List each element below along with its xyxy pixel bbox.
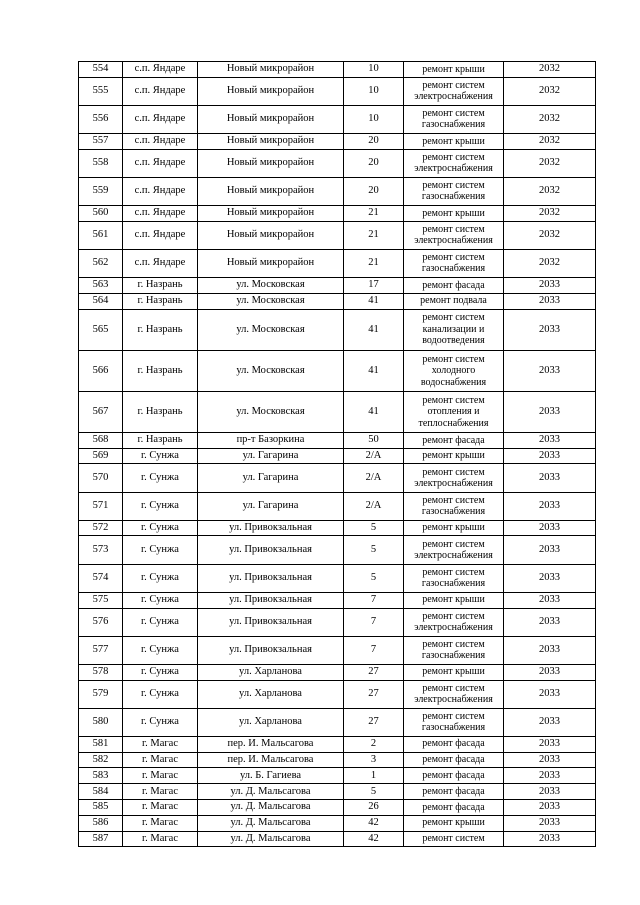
- row-number-cell: 574: [79, 564, 123, 592]
- year-cell: 2033: [504, 831, 596, 847]
- work-type-cell: ремонт систем электроснабжения: [404, 77, 504, 105]
- row-number-cell: 566: [79, 350, 123, 391]
- street-cell: Новый микрорайон: [198, 134, 344, 150]
- work-type-cell: ремонт крыши: [404, 664, 504, 680]
- work-type-cell: ремонт крыши: [404, 520, 504, 536]
- settlement-cell: г. Назрань: [123, 293, 198, 309]
- work-type-cell: ремонт систем газоснабжения: [404, 105, 504, 133]
- table-row: [79, 350, 596, 391]
- table-row: [79, 708, 596, 736]
- table-row: [79, 134, 596, 150]
- settlement-cell: с.п. Яндаре: [123, 249, 198, 277]
- table-row: [79, 608, 596, 636]
- settlement-cell: г. Сунжа: [123, 664, 198, 680]
- work-type-cell: ремонт фасада: [404, 768, 504, 784]
- street-cell: пер. И. Мальсагова: [198, 752, 344, 768]
- street-cell: ул. Д. Мальсагова: [198, 799, 344, 815]
- settlement-cell: г. Магас: [123, 736, 198, 752]
- table-row: [79, 664, 596, 680]
- house-number-cell: 41: [344, 391, 404, 432]
- table-row: [79, 206, 596, 222]
- settlement-cell: г. Магас: [123, 799, 198, 815]
- year-cell: 2032: [504, 177, 596, 205]
- street-cell: ул. Харланова: [198, 664, 344, 680]
- year-cell: 2033: [504, 520, 596, 536]
- table-row: [79, 592, 596, 608]
- street-cell: Новый микрорайон: [198, 249, 344, 277]
- year-cell: 2033: [504, 815, 596, 831]
- house-number-cell: 27: [344, 680, 404, 708]
- street-cell: Новый микрорайон: [198, 62, 344, 78]
- table-row: [79, 752, 596, 768]
- year-cell: 2033: [504, 536, 596, 564]
- work-type-cell: ремонт фасада: [404, 432, 504, 448]
- row-number-cell: 571: [79, 492, 123, 520]
- work-type-cell: ремонт систем газоснабжения: [404, 564, 504, 592]
- settlement-cell: г. Магас: [123, 815, 198, 831]
- year-cell: 2033: [504, 708, 596, 736]
- row-number-cell: 573: [79, 536, 123, 564]
- settlement-cell: г. Сунжа: [123, 492, 198, 520]
- row-number-cell: 575: [79, 592, 123, 608]
- work-type-cell: ремонт систем газоснабжения: [404, 708, 504, 736]
- table-row: [79, 448, 596, 464]
- row-number-cell: 576: [79, 608, 123, 636]
- year-cell: 2032: [504, 221, 596, 249]
- house-number-cell: 20: [344, 177, 404, 205]
- year-cell: 2033: [504, 636, 596, 664]
- work-type-cell: ремонт крыши: [404, 62, 504, 78]
- year-cell: 2033: [504, 564, 596, 592]
- table-row: [79, 736, 596, 752]
- work-type-cell: ремонт фасада: [404, 278, 504, 294]
- street-cell: Новый микрорайон: [198, 206, 344, 222]
- work-type-cell: ремонт систем электроснабжения: [404, 149, 504, 177]
- settlement-cell: с.п. Яндаре: [123, 206, 198, 222]
- street-cell: ул. Привокзальная: [198, 520, 344, 536]
- row-number-cell: 568: [79, 432, 123, 448]
- table-row: [79, 492, 596, 520]
- settlement-cell: с.п. Яндаре: [123, 149, 198, 177]
- settlement-cell: г. Сунжа: [123, 536, 198, 564]
- work-type-cell: ремонт систем газоснабжения: [404, 249, 504, 277]
- street-cell: ул. Привокзальная: [198, 564, 344, 592]
- table-row: [79, 432, 596, 448]
- year-cell: 2033: [504, 768, 596, 784]
- work-type-cell: ремонт крыши: [404, 592, 504, 608]
- year-cell: 2033: [504, 752, 596, 768]
- row-number-cell: 560: [79, 206, 123, 222]
- table-row: [79, 249, 596, 277]
- work-type-cell: ремонт крыши: [404, 815, 504, 831]
- year-cell: 2033: [504, 432, 596, 448]
- year-cell: 2032: [504, 249, 596, 277]
- house-number-cell: 3: [344, 752, 404, 768]
- house-number-cell: 20: [344, 134, 404, 150]
- row-number-cell: 567: [79, 391, 123, 432]
- row-number-cell: 586: [79, 815, 123, 831]
- street-cell: ул. Харланова: [198, 680, 344, 708]
- table-row: [79, 391, 596, 432]
- work-type-cell: ремонт систем электроснабжения: [404, 464, 504, 492]
- house-number-cell: 5: [344, 536, 404, 564]
- work-type-cell: ремонт систем электроснабжения: [404, 608, 504, 636]
- house-number-cell: 21: [344, 221, 404, 249]
- row-number-cell: 580: [79, 708, 123, 736]
- house-number-cell: 17: [344, 278, 404, 294]
- street-cell: ул. Привокзальная: [198, 592, 344, 608]
- table-row: [79, 784, 596, 800]
- street-cell: ул. Привокзальная: [198, 608, 344, 636]
- year-cell: 2032: [504, 206, 596, 222]
- house-number-cell: 42: [344, 815, 404, 831]
- settlement-cell: г. Магас: [123, 784, 198, 800]
- table-row: [79, 149, 596, 177]
- house-number-cell: 41: [344, 350, 404, 391]
- year-cell: 2033: [504, 799, 596, 815]
- street-cell: ул. Гагарина: [198, 464, 344, 492]
- street-cell: ул. Д. Мальсагова: [198, 831, 344, 847]
- work-type-cell: ремонт систем газоснабжения: [404, 177, 504, 205]
- row-number-cell: 584: [79, 784, 123, 800]
- house-number-cell: 7: [344, 592, 404, 608]
- house-number-cell: 21: [344, 206, 404, 222]
- street-cell: ул. Московская: [198, 278, 344, 294]
- table-body: [79, 62, 596, 847]
- year-cell: 2033: [504, 350, 596, 391]
- row-number-cell: 558: [79, 149, 123, 177]
- street-cell: ул. Московская: [198, 293, 344, 309]
- year-cell: 2033: [504, 608, 596, 636]
- year-cell: 2033: [504, 680, 596, 708]
- house-number-cell: 42: [344, 831, 404, 847]
- work-type-cell: ремонт систем канализации и водоотведения: [404, 309, 504, 350]
- street-cell: ул. Гагарина: [198, 492, 344, 520]
- year-cell: 2033: [504, 448, 596, 464]
- row-number-cell: 563: [79, 278, 123, 294]
- settlement-cell: г. Сунжа: [123, 608, 198, 636]
- work-type-cell: ремонт крыши: [404, 206, 504, 222]
- street-cell: ул. Привокзальная: [198, 636, 344, 664]
- work-type-cell: ремонт систем газоснабжения: [404, 492, 504, 520]
- year-cell: 2032: [504, 134, 596, 150]
- house-number-cell: 5: [344, 564, 404, 592]
- table-row: [79, 799, 596, 815]
- row-number-cell: 569: [79, 448, 123, 464]
- row-number-cell: 556: [79, 105, 123, 133]
- work-type-cell: ремонт фасада: [404, 799, 504, 815]
- year-cell: 2033: [504, 784, 596, 800]
- street-cell: ул. Гагарина: [198, 448, 344, 464]
- settlement-cell: г. Назрань: [123, 432, 198, 448]
- work-type-cell: ремонт крыши: [404, 134, 504, 150]
- house-number-cell: 41: [344, 293, 404, 309]
- row-number-cell: 579: [79, 680, 123, 708]
- work-type-cell: ремонт фасада: [404, 784, 504, 800]
- table-row: [79, 293, 596, 309]
- house-number-cell: 10: [344, 62, 404, 78]
- street-cell: ул. Д. Мальсагова: [198, 784, 344, 800]
- house-number-cell: 5: [344, 784, 404, 800]
- repair-schedule-table: [78, 61, 596, 847]
- settlement-cell: г. Сунжа: [123, 448, 198, 464]
- table-row: [79, 536, 596, 564]
- row-number-cell: 583: [79, 768, 123, 784]
- street-cell: ул. Харланова: [198, 708, 344, 736]
- row-number-cell: 564: [79, 293, 123, 309]
- settlement-cell: г. Сунжа: [123, 520, 198, 536]
- settlement-cell: с.п. Яндаре: [123, 62, 198, 78]
- table-row: [79, 815, 596, 831]
- table-row: [79, 177, 596, 205]
- house-number-cell: 2/А: [344, 492, 404, 520]
- table-row: [79, 636, 596, 664]
- work-type-cell: ремонт систем электроснабжения: [404, 221, 504, 249]
- table-row: [79, 278, 596, 294]
- year-cell: 2033: [504, 464, 596, 492]
- row-number-cell: 587: [79, 831, 123, 847]
- year-cell: 2033: [504, 492, 596, 520]
- table-row: [79, 309, 596, 350]
- work-type-cell: ремонт систем холодного водоснабжения: [404, 350, 504, 391]
- row-number-cell: 555: [79, 77, 123, 105]
- street-cell: ул. Московская: [198, 350, 344, 391]
- settlement-cell: г. Сунжа: [123, 708, 198, 736]
- settlement-cell: г. Сунжа: [123, 564, 198, 592]
- table-row: [79, 77, 596, 105]
- settlement-cell: с.п. Яндаре: [123, 221, 198, 249]
- work-type-cell: ремонт крыши: [404, 448, 504, 464]
- street-cell: ул. Московская: [198, 391, 344, 432]
- house-number-cell: 2/А: [344, 464, 404, 492]
- work-type-cell: ремонт систем: [404, 831, 504, 847]
- work-type-cell: ремонт подвала: [404, 293, 504, 309]
- row-number-cell: 562: [79, 249, 123, 277]
- year-cell: 2032: [504, 62, 596, 78]
- settlement-cell: г. Сунжа: [123, 636, 198, 664]
- row-number-cell: 572: [79, 520, 123, 536]
- table-row: [79, 564, 596, 592]
- work-type-cell: ремонт фасада: [404, 736, 504, 752]
- settlement-cell: г. Сунжа: [123, 464, 198, 492]
- settlement-cell: г. Магас: [123, 752, 198, 768]
- work-type-cell: ремонт фасада: [404, 752, 504, 768]
- table-row: [79, 768, 596, 784]
- year-cell: 2032: [504, 149, 596, 177]
- year-cell: 2033: [504, 309, 596, 350]
- year-cell: 2033: [504, 592, 596, 608]
- settlement-cell: г. Магас: [123, 831, 198, 847]
- year-cell: 2033: [504, 664, 596, 680]
- settlement-cell: с.п. Яндаре: [123, 105, 198, 133]
- settlement-cell: г. Сунжа: [123, 592, 198, 608]
- street-cell: Новый микрорайон: [198, 105, 344, 133]
- row-number-cell: 570: [79, 464, 123, 492]
- house-number-cell: 50: [344, 432, 404, 448]
- settlement-cell: с.п. Яндаре: [123, 177, 198, 205]
- year-cell: 2033: [504, 293, 596, 309]
- house-number-cell: 21: [344, 249, 404, 277]
- street-cell: ул. Привокзальная: [198, 536, 344, 564]
- house-number-cell: 7: [344, 636, 404, 664]
- row-number-cell: 577: [79, 636, 123, 664]
- street-cell: Новый микрорайон: [198, 149, 344, 177]
- work-type-cell: ремонт систем электроснабжения: [404, 536, 504, 564]
- house-number-cell: 7: [344, 608, 404, 636]
- settlement-cell: с.п. Яндаре: [123, 134, 198, 150]
- settlement-cell: г. Магас: [123, 768, 198, 784]
- year-cell: 2032: [504, 105, 596, 133]
- street-cell: ул. Д. Мальсагова: [198, 815, 344, 831]
- settlement-cell: г. Сунжа: [123, 680, 198, 708]
- table-row: [79, 221, 596, 249]
- settlement-cell: с.п. Яндаре: [123, 77, 198, 105]
- street-cell: Новый микрорайон: [198, 221, 344, 249]
- row-number-cell: 585: [79, 799, 123, 815]
- table-row: [79, 62, 596, 78]
- settlement-cell: г. Назрань: [123, 350, 198, 391]
- house-number-cell: 26: [344, 799, 404, 815]
- house-number-cell: 2: [344, 736, 404, 752]
- street-cell: пер. И. Мальсагова: [198, 736, 344, 752]
- street-cell: Новый микрорайон: [198, 177, 344, 205]
- street-cell: Новый микрорайон: [198, 77, 344, 105]
- work-type-cell: ремонт систем электроснабжения: [404, 680, 504, 708]
- house-number-cell: 10: [344, 105, 404, 133]
- work-type-cell: ремонт систем отопления и теплоснабжения: [404, 391, 504, 432]
- settlement-cell: г. Назрань: [123, 278, 198, 294]
- street-cell: ул. Б. Гагиева: [198, 768, 344, 784]
- work-type-cell: ремонт систем газоснабжения: [404, 636, 504, 664]
- table-row: [79, 680, 596, 708]
- row-number-cell: 557: [79, 134, 123, 150]
- row-number-cell: 554: [79, 62, 123, 78]
- street-cell: ул. Московская: [198, 309, 344, 350]
- row-number-cell: 581: [79, 736, 123, 752]
- year-cell: 2033: [504, 391, 596, 432]
- table-row: [79, 464, 596, 492]
- year-cell: 2033: [504, 278, 596, 294]
- house-number-cell: 27: [344, 708, 404, 736]
- house-number-cell: 2/А: [344, 448, 404, 464]
- table-row: [79, 831, 596, 847]
- house-number-cell: 27: [344, 664, 404, 680]
- house-number-cell: 1: [344, 768, 404, 784]
- row-number-cell: 565: [79, 309, 123, 350]
- settlement-cell: г. Назрань: [123, 309, 198, 350]
- house-number-cell: 10: [344, 77, 404, 105]
- street-cell: пр-т Базоркина: [198, 432, 344, 448]
- settlement-cell: г. Назрань: [123, 391, 198, 432]
- row-number-cell: 559: [79, 177, 123, 205]
- row-number-cell: 561: [79, 221, 123, 249]
- house-number-cell: 20: [344, 149, 404, 177]
- row-number-cell: 582: [79, 752, 123, 768]
- year-cell: 2033: [504, 736, 596, 752]
- table-row: [79, 520, 596, 536]
- row-number-cell: 578: [79, 664, 123, 680]
- year-cell: 2032: [504, 77, 596, 105]
- house-number-cell: 5: [344, 520, 404, 536]
- table-row: [79, 105, 596, 133]
- house-number-cell: 41: [344, 309, 404, 350]
